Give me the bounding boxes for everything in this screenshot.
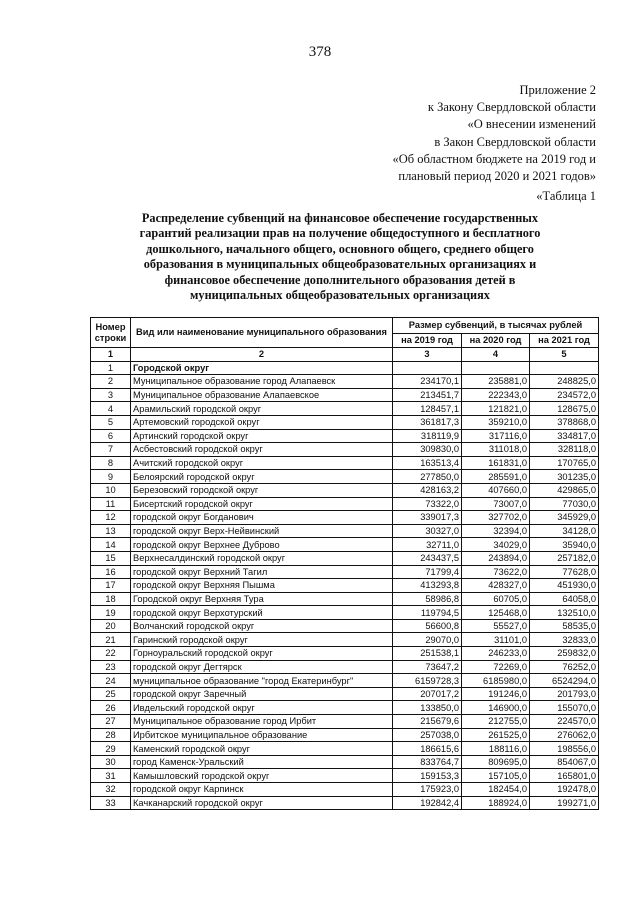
amount-2020-cell: 212755,0	[462, 715, 530, 729]
amount-2021-cell: 77030,0	[530, 497, 599, 511]
amount-2021-cell: 192478,0	[530, 783, 599, 797]
amount-2021-cell: 128675,0	[530, 402, 599, 416]
amount-2019-cell: 119794,5	[393, 606, 462, 620]
row-number-cell: 22	[91, 647, 131, 661]
row-number-cell: 12	[91, 511, 131, 525]
table-row	[91, 606, 599, 620]
table-row	[91, 402, 599, 416]
table-row	[91, 443, 599, 457]
municipality-name-cell: муниципальное образование "город Екатеринбург"	[131, 674, 393, 688]
amount-2021-cell: 248825,0	[530, 375, 599, 389]
municipality-name-cell: Городской округ Верхняя Тура	[131, 592, 393, 606]
column-index: 4	[462, 348, 530, 362]
municipality-name-cell: Муниципальное образование город Ирбит	[131, 715, 393, 729]
table-row	[91, 715, 599, 729]
row-number-cell: 23	[91, 660, 131, 674]
amount-2019-cell: 309830,0	[393, 443, 462, 457]
amount-2020-cell: 261525,0	[462, 728, 530, 742]
municipality-name-cell: Камышловский городской округ	[131, 769, 393, 783]
row-number-cell: 14	[91, 538, 131, 552]
amount-2021-cell: 64058,0	[530, 592, 599, 606]
page-number: 378	[308, 44, 332, 60]
amount-group-header: Размер субвенций, в тысячах рублей	[393, 318, 599, 334]
municipality-name-cell: Гаринский городской округ	[131, 633, 393, 647]
appendix-line: плановый период 2020 и 2021 годов»	[398, 169, 596, 184]
municipality-name-cell: Ачитский городской округ	[131, 456, 393, 470]
municipality-name-cell: городской округ Верхнее Дуброво	[131, 538, 393, 552]
row-number-cell: 18	[91, 592, 131, 606]
row-number-cell: 24	[91, 674, 131, 688]
amount-2021-cell: 345929,0	[530, 511, 599, 525]
amount-2019-cell: 257038,0	[393, 728, 462, 742]
municipality-name-cell: город Каменск-Уральский	[131, 755, 393, 769]
municipality-name-cell: Арамильский городской округ	[131, 402, 393, 416]
table-row	[91, 456, 599, 470]
appendix-line: в Закон Свердловской области	[434, 134, 596, 149]
amount-2020-cell: 121821,0	[462, 402, 530, 416]
amount-2021-cell: 165801,0	[530, 769, 599, 783]
amount-2021-cell: 276062,0	[530, 728, 599, 742]
row-number-cell: 11	[91, 497, 131, 511]
row-number-cell: 7	[91, 443, 131, 457]
amount-2021-cell: 155070,0	[530, 701, 599, 715]
amount-2019-cell: 71799,4	[393, 565, 462, 579]
amount-2019-cell: 339017,3	[393, 511, 462, 525]
amount-2020-cell: 809695,0	[462, 755, 530, 769]
table-row	[91, 592, 599, 606]
amount-2019-cell: 428163,2	[393, 483, 462, 497]
table-row	[91, 783, 599, 797]
row-number-cell: 9	[91, 470, 131, 484]
municipality-name-cell: городской округ Верхний Тагил	[131, 565, 393, 579]
amount-2019-cell: 234170,1	[393, 375, 462, 389]
row-number-cell: 29	[91, 742, 131, 756]
subsidy-table	[90, 317, 599, 810]
municipality-name-cell: Верхнесалдинский городской округ	[131, 551, 393, 565]
amount-2021-cell: 77628,0	[530, 565, 599, 579]
row-number-cell: 6	[91, 429, 131, 443]
amount-2019-cell: 73322,0	[393, 497, 462, 511]
table-row	[91, 565, 599, 579]
municipality-name-cell: городской округ Заречный	[131, 687, 393, 701]
column-index: 3	[393, 348, 462, 362]
amount-2021-cell: 451930,0	[530, 579, 599, 593]
amount-2021-cell: 328118,0	[530, 443, 599, 457]
municipality-name-cell: городской округ Верхотурский	[131, 606, 393, 620]
amount-2021-cell: 6524294,0	[530, 674, 599, 688]
table-row	[91, 524, 599, 538]
row-number-cell: 19	[91, 606, 131, 620]
table-row	[91, 755, 599, 769]
municipality-name-cell: Качканарский городской округ	[131, 796, 393, 810]
row-number-cell: 2	[91, 375, 131, 389]
amount-2019-cell: 251538,1	[393, 647, 462, 661]
municipality-name-cell: Асбестовский городской округ	[131, 443, 393, 457]
appendix-block	[392, 82, 596, 185]
year-2021-header: на 2021 год	[530, 334, 599, 348]
table-row	[91, 742, 599, 756]
municipality-name-cell: городской округ Верх-Нейвинский	[131, 524, 393, 538]
municipality-name-cell: Березовский городской округ	[131, 483, 393, 497]
municipality-name-cell: Белоярский городской округ	[131, 470, 393, 484]
row-number-cell: 16	[91, 565, 131, 579]
table-row	[91, 674, 599, 688]
row-number-cell: 5	[91, 415, 131, 429]
municipality-name-cell: Ивдельский городской округ	[131, 701, 393, 715]
municipality-name-cell: городской округ Верхняя Пышма	[131, 579, 393, 593]
amount-2020-cell: 73622,0	[462, 565, 530, 579]
amount-2019-cell: 207017,2	[393, 687, 462, 701]
name-header: Вид или наименование муниципального образования	[131, 318, 393, 348]
table-label: «Таблица 1	[536, 189, 596, 203]
table-row	[91, 538, 599, 552]
amount-2020-cell: 31101,0	[462, 633, 530, 647]
table-row	[91, 497, 599, 511]
table-row	[91, 483, 599, 497]
amount-2020-cell: 125468,0	[462, 606, 530, 620]
amount-2021-cell: 76252,0	[530, 660, 599, 674]
amount-2021-cell	[530, 361, 599, 375]
amount-2020-cell: 407660,0	[462, 483, 530, 497]
municipality-name-cell: Каменский городской округ	[131, 742, 393, 756]
appendix-line: к Закону Свердловской области	[427, 100, 596, 115]
table-row	[91, 660, 599, 674]
table-row	[91, 701, 599, 715]
table-row	[91, 728, 599, 742]
amount-2020-cell: 285591,0	[462, 470, 530, 484]
amount-2021-cell: 224570,0	[530, 715, 599, 729]
appendix-line: «О внесении изменений	[467, 117, 596, 132]
amount-2020-cell: 182454,0	[462, 783, 530, 797]
amount-2019-cell: 361817,3	[393, 415, 462, 429]
municipality-name-cell: Городской округ	[131, 361, 393, 375]
amount-2020-cell: 246233,0	[462, 647, 530, 661]
amount-2020-cell: 327702,0	[462, 511, 530, 525]
column-index: 5	[530, 348, 599, 362]
table-row	[91, 619, 599, 633]
municipality-name-cell: городской округ Дегтярск	[131, 660, 393, 674]
row-number-cell: 3	[91, 388, 131, 402]
municipality-name-cell: городской округ Карпинск	[131, 783, 393, 797]
row-number-cell: 33	[91, 796, 131, 810]
amount-2020-cell: 146900,0	[462, 701, 530, 715]
table-row	[91, 687, 599, 701]
amount-2019-cell: 318119,9	[393, 429, 462, 443]
column-index: 1	[91, 348, 131, 362]
amount-2019-cell: 163513,4	[393, 456, 462, 470]
appendix-line: Приложение 2	[519, 83, 596, 97]
amount-2021-cell: 854067,0	[530, 755, 599, 769]
amount-2021-cell: 234572,0	[530, 388, 599, 402]
row-number-cell: 21	[91, 633, 131, 647]
amount-2019-cell: 186615,6	[393, 742, 462, 756]
amount-2020-cell: 317116,0	[462, 429, 530, 443]
amount-2019-cell: 73647,2	[393, 660, 462, 674]
row-number-cell: 30	[91, 755, 131, 769]
amount-2020-cell: 157105,0	[462, 769, 530, 783]
amount-2020-cell	[462, 361, 530, 375]
amount-2019-cell: 159153,3	[393, 769, 462, 783]
table-row	[91, 647, 599, 661]
amount-2020-cell: 73007,0	[462, 497, 530, 511]
table-row	[91, 375, 599, 389]
amount-2019-cell: 413293,8	[393, 579, 462, 593]
amount-2020-cell: 222343,0	[462, 388, 530, 402]
amount-2021-cell: 334817,0	[530, 429, 599, 443]
amount-2020-cell: 428327,0	[462, 579, 530, 593]
amount-2021-cell: 257182,0	[530, 551, 599, 565]
row-number-cell: 25	[91, 687, 131, 701]
amount-2021-cell: 32833,0	[530, 633, 599, 647]
amount-2019-cell: 243437,5	[393, 551, 462, 565]
row-number-cell: 31	[91, 769, 131, 783]
row-number-cell: 28	[91, 728, 131, 742]
row-number-cell: 32	[91, 783, 131, 797]
table-body	[91, 361, 599, 810]
amount-2020-cell: 161831,0	[462, 456, 530, 470]
amount-2020-cell: 359210,0	[462, 415, 530, 429]
municipality-name-cell: Муниципальное образование Алапаевское	[131, 388, 393, 402]
amount-2019-cell	[393, 361, 462, 375]
amount-2019-cell: 192842,4	[393, 796, 462, 810]
header-row	[91, 318, 599, 334]
amount-2021-cell: 301235,0	[530, 470, 599, 484]
amount-2021-cell: 201793,0	[530, 687, 599, 701]
amount-2020-cell: 6185980,0	[462, 674, 530, 688]
municipality-name-cell: Артемовский городской округ	[131, 415, 393, 429]
amount-2019-cell: 133850,0	[393, 701, 462, 715]
amount-2021-cell: 378868,0	[530, 415, 599, 429]
row-number-cell: 1	[91, 361, 131, 375]
amount-2020-cell: 34029,0	[462, 538, 530, 552]
amount-2021-cell: 170765,0	[530, 456, 599, 470]
column-index: 2	[131, 348, 393, 362]
row-number-cell: 15	[91, 551, 131, 565]
amount-2019-cell: 30327,0	[393, 524, 462, 538]
row-number-cell: 4	[91, 402, 131, 416]
row-number-cell: 27	[91, 715, 131, 729]
amount-2020-cell: 235881,0	[462, 375, 530, 389]
amount-2019-cell: 128457,1	[393, 402, 462, 416]
amount-2020-cell: 72269,0	[462, 660, 530, 674]
amount-2021-cell: 199271,0	[530, 796, 599, 810]
municipality-name-cell: Ирбитское муниципальное образование	[131, 728, 393, 742]
table-row	[91, 796, 599, 810]
year-2020-header: на 2020 год	[462, 334, 530, 348]
amount-2021-cell: 34128,0	[530, 524, 599, 538]
appendix-line: «Об областном бюджете на 2019 год и	[392, 151, 596, 166]
table-row	[91, 511, 599, 525]
amount-2020-cell: 60705,0	[462, 592, 530, 606]
table-row	[91, 415, 599, 429]
amount-2019-cell: 6159728,3	[393, 674, 462, 688]
amount-2019-cell: 175923,0	[393, 783, 462, 797]
amount-2019-cell: 58986,8	[393, 592, 462, 606]
amount-2019-cell: 56600,8	[393, 619, 462, 633]
row-number-header: Номер строки	[91, 318, 131, 348]
row-number-cell: 20	[91, 619, 131, 633]
amount-2020-cell: 243894,0	[462, 551, 530, 565]
amount-2019-cell: 213451,7	[393, 388, 462, 402]
amount-2021-cell: 198556,0	[530, 742, 599, 756]
row-number-cell: 8	[91, 456, 131, 470]
row-number-cell: 10	[91, 483, 131, 497]
column-index-row	[91, 348, 599, 362]
table-row	[91, 388, 599, 402]
row-number-cell: 17	[91, 579, 131, 593]
municipality-name-cell: Бисертский городской округ	[131, 497, 393, 511]
amount-2020-cell: 188924,0	[462, 796, 530, 810]
document-title: Распределение субвенций на финансовое обеспечение государственных гарантий реализации прав на получение общедоступного и бесплатного дошкольного, начального общего, основного общего, среднего общего образования в муниципальных общеобразовательных организациях и финансовое обеспечение дополнительного образования детей в муниципальных общеобразовательных организациях	[139, 211, 541, 303]
amount-2019-cell: 277850,0	[393, 470, 462, 484]
amount-2021-cell: 58535,0	[530, 619, 599, 633]
amount-2021-cell: 35940,0	[530, 538, 599, 552]
municipality-name-cell: Артинский городской округ	[131, 429, 393, 443]
amount-2019-cell: 32711,0	[393, 538, 462, 552]
municipality-name-cell: Муниципальное образование город Алапаевск	[131, 375, 393, 389]
amount-2021-cell: 259832,0	[530, 647, 599, 661]
table-row	[91, 470, 599, 484]
amount-2020-cell: 55527,0	[462, 619, 530, 633]
municipality-name-cell: Горноуральский городской округ	[131, 647, 393, 661]
amount-2020-cell: 32394,0	[462, 524, 530, 538]
municipality-name-cell: городской округ Богданович	[131, 511, 393, 525]
table-row	[91, 361, 599, 375]
amount-2020-cell: 311018,0	[462, 443, 530, 457]
row-number-cell: 26	[91, 701, 131, 715]
year-2019-header: на 2019 год	[393, 334, 462, 348]
table-row	[91, 429, 599, 443]
amount-2019-cell: 215679,6	[393, 715, 462, 729]
amount-2021-cell: 429865,0	[530, 483, 599, 497]
amount-2019-cell: 833764,7	[393, 755, 462, 769]
amount-2020-cell: 188116,0	[462, 742, 530, 756]
table-row	[91, 551, 599, 565]
municipality-name-cell: Волчанский городской округ	[131, 619, 393, 633]
amount-2021-cell: 132510,0	[530, 606, 599, 620]
table-row	[91, 769, 599, 783]
table-row	[91, 633, 599, 647]
amount-2019-cell: 29070,0	[393, 633, 462, 647]
row-number-cell: 13	[91, 524, 131, 538]
amount-2020-cell: 191246,0	[462, 687, 530, 701]
table-row	[91, 579, 599, 593]
